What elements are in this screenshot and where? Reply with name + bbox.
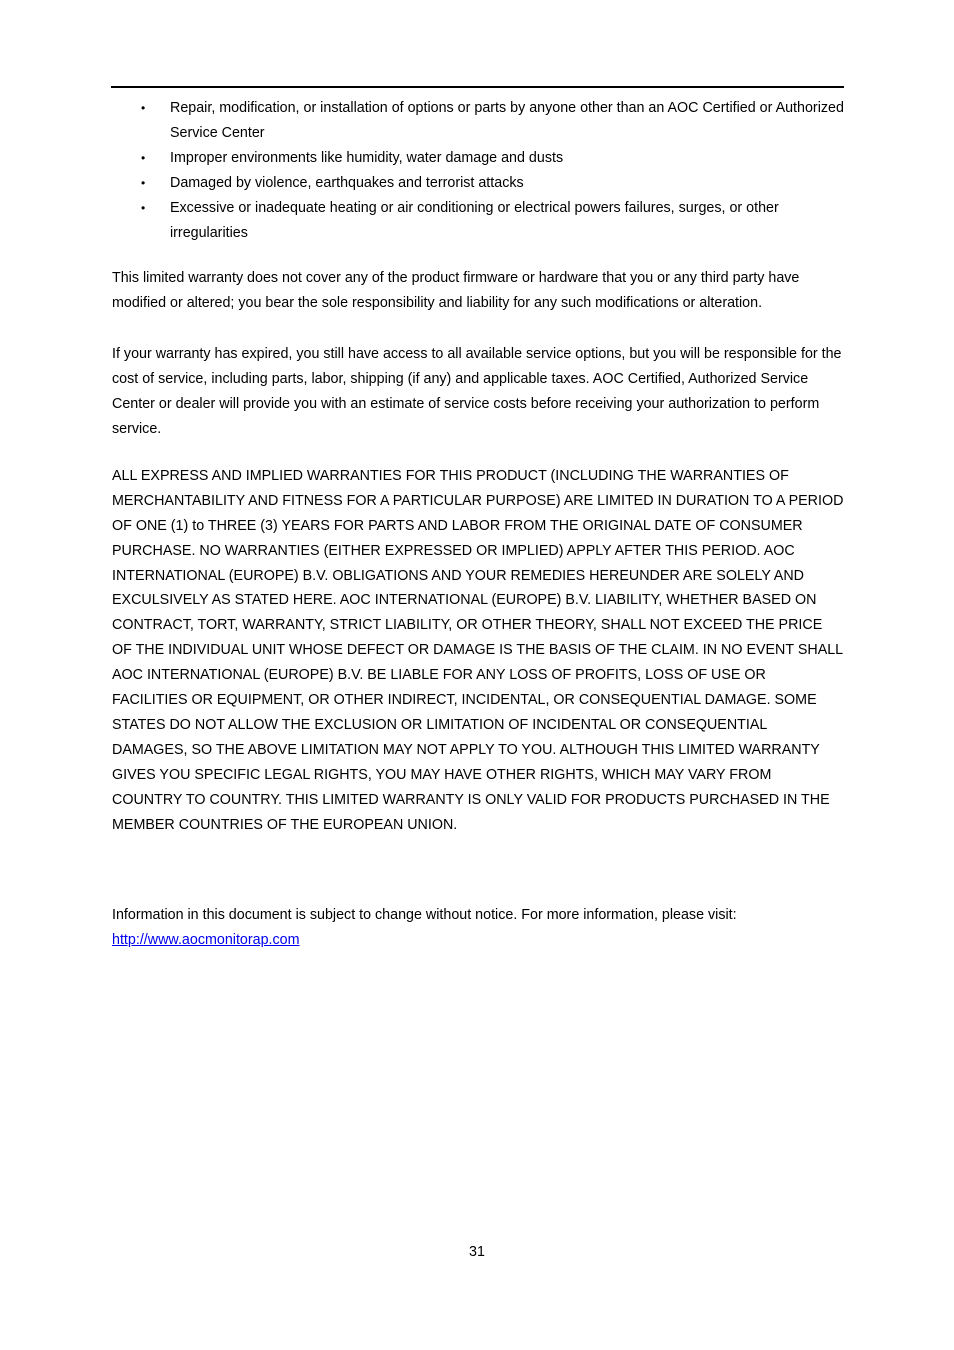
list-item (112, 171, 844, 196)
list-item (112, 96, 844, 146)
bullet-icon: • (141, 101, 146, 115)
expired-warranty-paragraph: If your warranty has expired, you still have access to all available service options, but you will be responsible for the cost of service, including parts, labor, shipping (if any) and applicable taxes. AOC Certified, Authorized Service Center or dealer will provide you with an estimate of service costs before receiving your authorization to perform service. (112, 346, 842, 437)
list-item-text: Excessive or inadequate heating or air conditioning or electrical powers failures, surges, or other irregularities (170, 199, 779, 241)
bullet-icon: • (141, 150, 146, 165)
list-item (112, 146, 844, 171)
list-item-text: Damaged by violence, earthquakes and terrorist attacks (170, 174, 524, 191)
page-number: 31 (469, 1244, 485, 1260)
website-link[interactable]: http://www.aocmonitorap.com (112, 932, 300, 949)
list-item-text: Repair, modification, or installation of options or parts by anyone other than an AOC Certified or Authorized Service Center (170, 100, 844, 141)
list-item-text: Improper environments like humidity, water damage and dusts (170, 149, 564, 166)
header-rule (111, 86, 844, 88)
bullet-icon: • (141, 175, 146, 190)
warranty-disclaimer-paragraph: ALL EXPRESS AND IMPLIED WARRANTIES FOR THIS PRODUCT (INCLUDING THE WARRANTIES OF MERCHANTABILITY AND FITNESS FOR A PARTICULAR PURPOSE) ARE LIMITED IN DURATION TO A PERIOD OF ONE (1) to THREE (3) YEARS FOR PARTS AND LABOR FROM THE ORIGINAL DATE OF CONSUMER PURCHASE. NO WARRANTIES (EITHER EXPRESSED OR IMPLIED) APPLY AFTER THIS PERIOD. AOC INTERNATIONAL (EUROPE) B.V. OBLIGATIONS AND YOUR REMEDIES HEREUNDER ARE SOLELY AND EXCULSIVELY AS STATED HERE. AOC INTERNATIONAL (EUROPE) B.V. LIABILITY, WHETHER BASED ON CONTRACT, TORT, WARRANTY, STRICT LIABILITY, OR OTHER THEORY, SHALL NOT EXCEED THE PRICE OF THE INDIVIDUAL UNIT WHOSE DEFECT OR DAMAGE IS THE BASIS OF THE CLAIM. IN NO EVENT SHALL AOC INTERNATIONAL (EUROPE) B.V. BE LIABLE FOR ANY LOSS OF PROFITS, LOSS OF USE OR FACILITIES OR EQUIPMENT, OR OTHER INDIRECT, INCIDENTAL, OR CONSEQUENTIAL DAMAGE. SOME STATES DO NOT ALLOW THE EXCLUSION OR LIMITATION OF INCIDENTAL OR CONSEQUENTIAL DAMAGES, SO THE ABOVE LIMITATION MAY NOT APPLY TO YOU. ALTHOUGH THIS LIMITED WARRANTY GIVES YOU SPECIFIC LEGAL RIGHTS, YOU MAY HAVE OTHER RIGHTS, WHICH MAY VARY FROM COUNTRY TO COUNTRY. THIS LIMITED WARRANTY IS ONLY VALID FOR PRODUCTS PURCHASED IN THE MEMBER COUNTRIES OF THE EUROPEAN UNION. (112, 467, 844, 833)
firmware-paragraph: This limited warranty does not cover any of the product firmware or hardware that you or any third party have modified or altered; you bear the sole responsibility and liability for any such modifications or alteration. (112, 270, 800, 312)
info-paragraph (112, 903, 844, 953)
info-text: Information in this document is subject to change without notice. For more information, please visit: (112, 907, 737, 924)
list-item (112, 196, 844, 246)
exclusions-list (112, 96, 844, 245)
bullet-icon: • (141, 200, 146, 215)
document-body (112, 96, 844, 953)
